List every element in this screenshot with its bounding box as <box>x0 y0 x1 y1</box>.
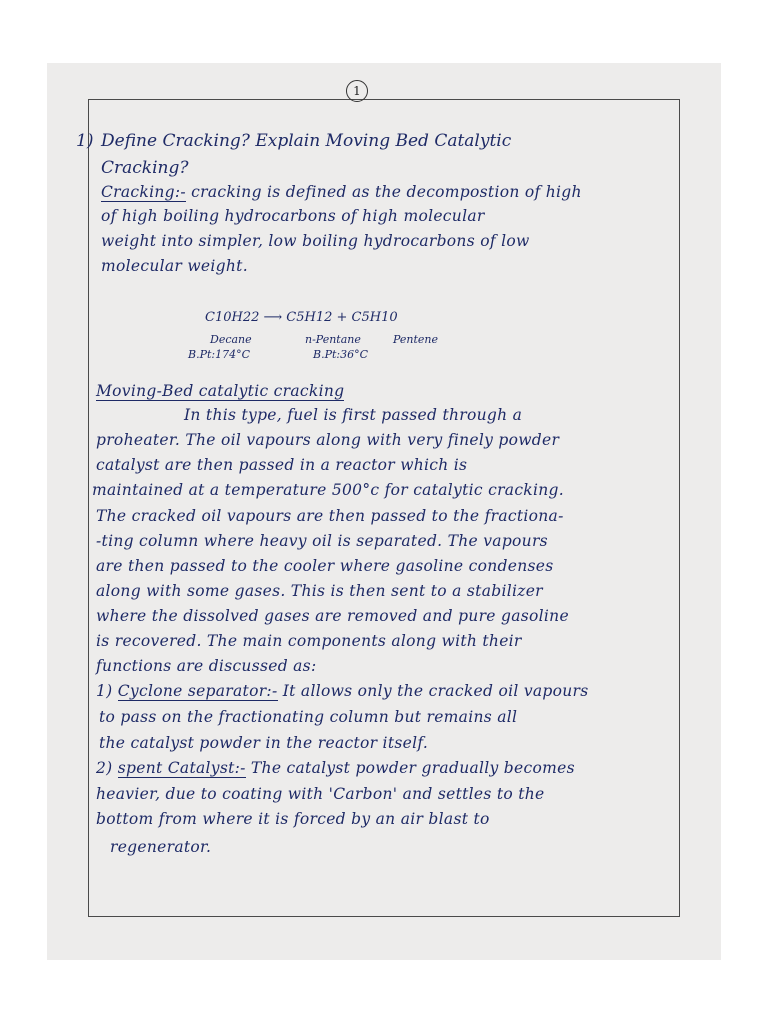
component-2-prefix: 2) <box>96 759 113 777</box>
component-1-prefix: 1) <box>96 682 113 700</box>
definition-line-3: weight into simpler, low boiling hydrocarbons of low <box>101 232 530 250</box>
section-line-11: functions are discussed as: <box>96 657 317 675</box>
component-1-line-2: to pass on the fractionating column but remains all <box>99 708 518 726</box>
definition-line-1 <box>101 183 582 201</box>
component-2-line-2: heavier, due to coating with 'Carbon' and settles to the <box>96 785 545 803</box>
page-number: 1 <box>346 80 368 102</box>
section-line-1: In this type, fuel is first passed through a <box>184 406 523 424</box>
component-2-term: spent Catalyst:- <box>117 759 246 777</box>
definition-text-1: cracking is defined as the decompostion of high <box>191 183 582 201</box>
section-line-10: is recovered. The main components along with their <box>96 632 522 650</box>
section-line-8: along with some gases. This is then sent to a stabilizer <box>96 582 543 600</box>
question-line-1: Define Cracking? Explain Moving Bed Catalytic <box>101 131 512 151</box>
component-1-term: Cyclone separator:- <box>117 682 278 700</box>
question-number: 1) <box>76 131 94 151</box>
reaction-equation: C10H22 ⟶ C5H12 + C5H10 <box>205 310 398 325</box>
question-line-2: Cracking? <box>101 158 189 178</box>
boiling-point-pentane: B.Pt:36°C <box>313 348 369 361</box>
component-1-line-3: the catalyst powder in the reactor itself. <box>99 734 429 752</box>
section-line-3: catalyst are then passed in a reactor which is <box>96 456 468 474</box>
label-pentene: Pentene <box>393 333 439 346</box>
component-1-text-1: It allows only the cracked oil vapours <box>282 682 589 700</box>
definition-line-2: of high boiling hydrocarbons of high molecular <box>101 207 485 225</box>
section-line-9: where the dissolved gases are removed and pure gasoline <box>96 607 569 625</box>
component-2-text-1: The catalyst powder gradually becomes <box>250 759 575 777</box>
section-line-4: maintained at a temperature 500°c for catalytic cracking. <box>92 481 564 499</box>
section-line-6: -ting column where heavy oil is separated. The vapours <box>96 532 548 550</box>
section-heading: Moving-Bed catalytic cracking <box>96 382 345 400</box>
definition-line-4: molecular weight. <box>101 257 248 275</box>
component-1-line-1 <box>96 682 589 700</box>
section-line-2: proheater. The oil vapours along with very finely powder <box>96 431 560 449</box>
section-line-5: The cracked oil vapours are then passed to the fractiona- <box>96 507 564 525</box>
component-2-line-3: bottom from where it is forced by an air blast to <box>96 810 490 828</box>
boiling-point-decane: B.Pt:174°C <box>188 348 251 361</box>
label-decane: Decane <box>210 333 252 346</box>
section-line-7: are then passed to the cooler where gasoline condenses <box>96 557 554 575</box>
label-n-pentane: n-Pentane <box>305 333 361 346</box>
component-2-line-1 <box>96 759 575 777</box>
component-2-line-4: regenerator. <box>110 838 212 856</box>
definition-term: Cracking:- <box>101 183 186 201</box>
